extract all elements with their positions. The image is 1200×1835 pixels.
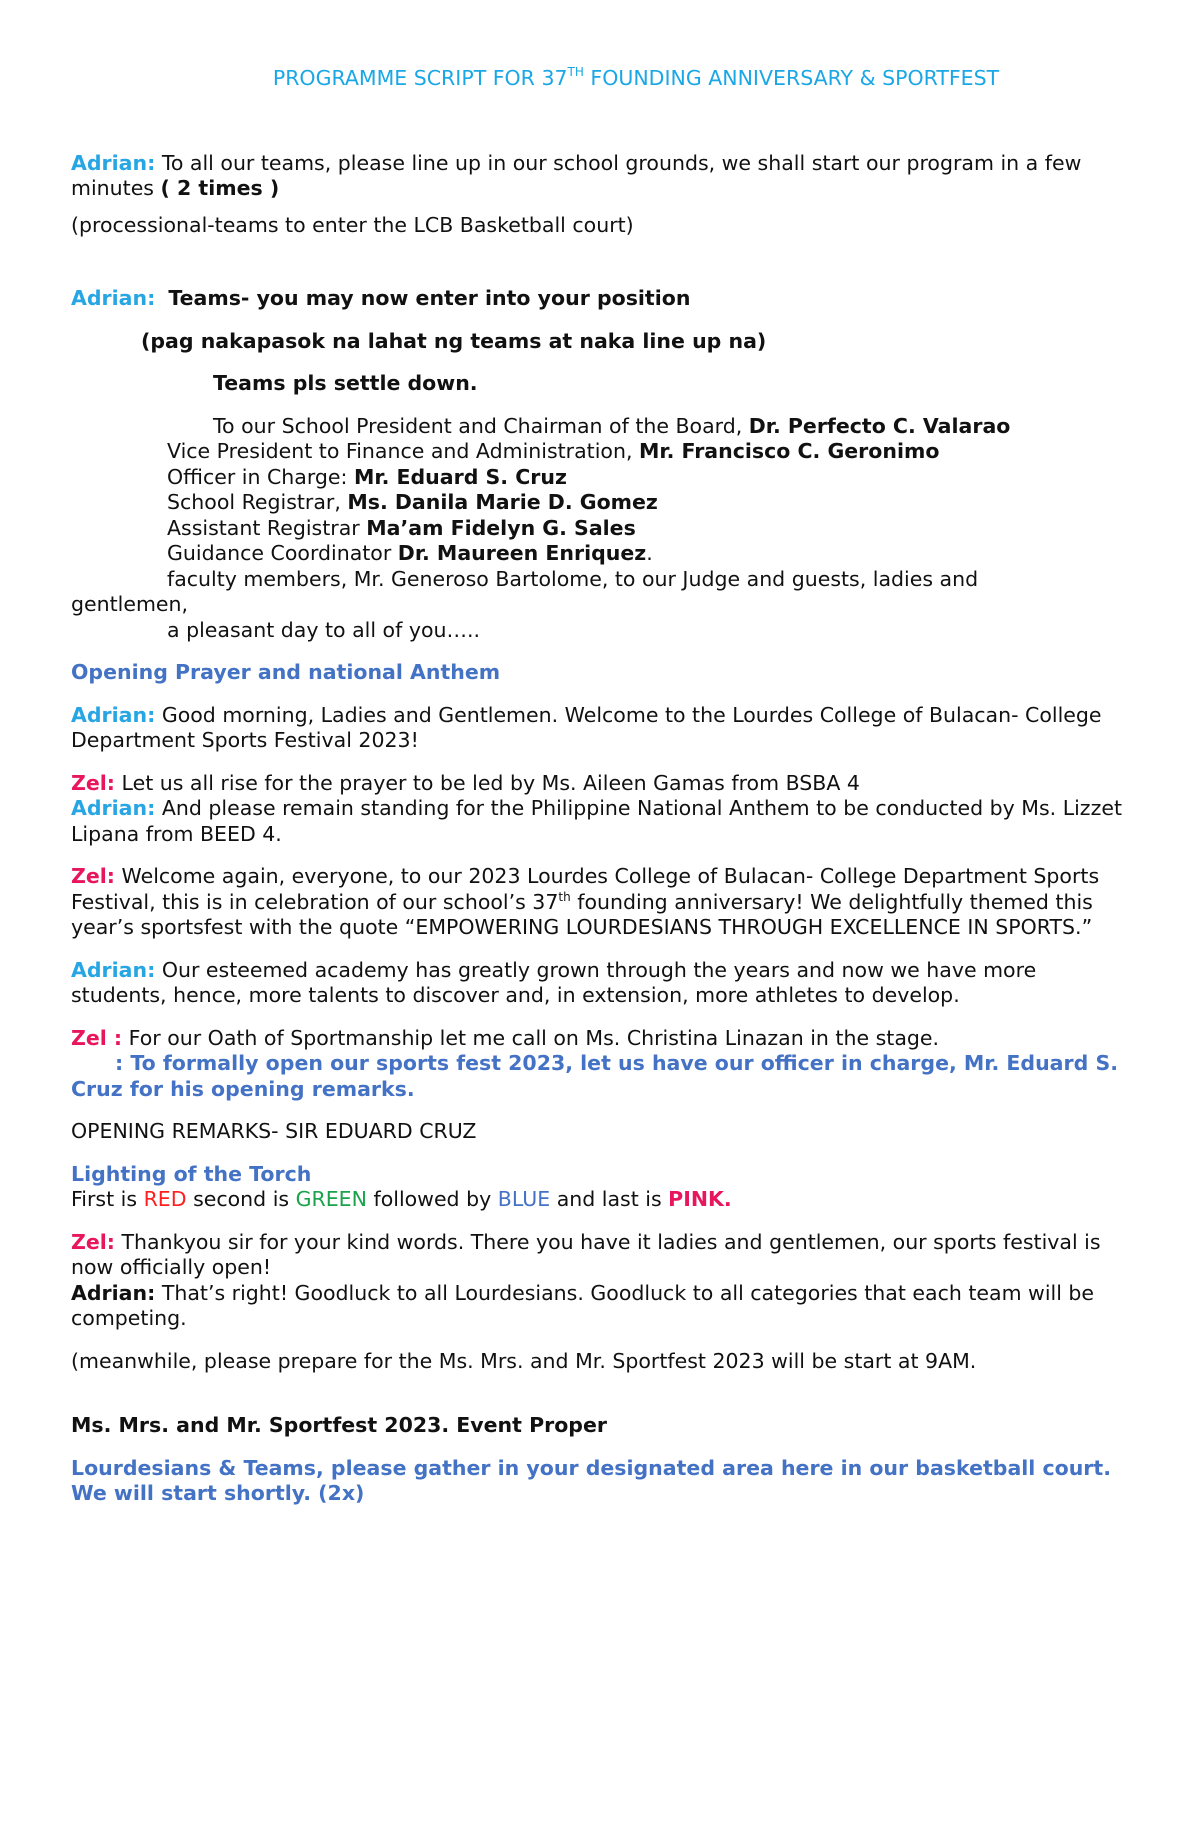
speaker-zel: Zel:	[71, 770, 115, 795]
speaker-zel: Zel:	[71, 1229, 115, 1254]
paragraph-gather: Lourdesians & Teams, please gather in your designated area here in our basketball court. We will start shortly. (2x)	[71, 1455, 1111, 1505]
speaker-adrian: Adrian:	[71, 796, 156, 820]
greeting-line: Guidance Coordinator Dr. Maureen Enriquez.	[167, 541, 653, 565]
speaker-adrian: Adrian:	[71, 957, 156, 982]
paragraph-formal-open: : To formally open our sports fest 2023, let us have our officer in charge, Mr. Eduard S. Cruz for his opening remarks.	[71, 1051, 1118, 1101]
speaker-adrian: Adrian:	[71, 1280, 156, 1305]
paragraph-academy: Adrian: Our esteemed academy has greatly grown through the years and now we have more students, hence, more talents to discover and, in extension, more athletes to develop.	[71, 957, 1037, 1007]
section-heading-event-proper: Ms. Mrs. and Mr. Sportfest 2023. Event Proper	[71, 1413, 607, 1437]
stage-note-meanwhile: (meanwhile, please prepare for the Ms. Mrs. and Mr. Sportfest 2023 will be start at 9AM.	[71, 1348, 977, 1373]
paragraph-settle: Teams pls settle down.	[213, 371, 478, 395]
stage-note-processional: (processional-teams to enter the LCB Basketball court)	[71, 212, 634, 237]
speaker-adrian: Adrian:	[71, 150, 156, 175]
greeting-line: Vice President to Finance and Administration, Mr. Francisco C. Geronimo	[167, 439, 940, 463]
stage-note-lineup: (pag nakapasok na lahat ng teams at naka line up na)	[141, 328, 767, 353]
paragraph-anthem: Adrian: And please remain standing for the Philippine National Anthem to be conducted by Ms. Lizzet Lipana from BEED 4.	[71, 796, 1122, 846]
paragraph-lineup: Adrian: To all our teams, please line up in our school grounds, we shall start our program in a few minutes ( 2 times )	[71, 150, 1082, 200]
section-heading-opening-remarks: OPENING REMARKS- SIR EDUARD CRUZ	[71, 1119, 477, 1143]
paragraph-torch-order: First is RED second is GREEN followed by BLUE and last is PINK.	[71, 1187, 732, 1211]
greeting-line: Officer in Charge: Mr. Eduard S. Cruz	[167, 464, 567, 489]
document-body	[71, 66, 1131, 1507]
page-title: PROGRAMME SCRIPT FOR 37TH FOUNDING ANNIVERSARY & SPORTFEST	[272, 65, 1000, 90]
paragraph-prayer: Zel: Let us all rise for the prayer to be led by Ms. Aileen Gamas from BSBA 4	[71, 770, 860, 795]
paragraph-thankyou: Zel: Thankyou sir for your kind words. There you have it ladies and gentlemen, our sports festival is now officially open!	[71, 1229, 1101, 1279]
paragraph-welcome: Adrian: Good morning, Ladies and Gentlemen. Welcome to the Lourdes College of Bulacan- College Department Sports Festival 2023!	[71, 702, 1102, 752]
paragraph-oath: Zel : For our Oath of Sportmanship let me call on Ms. Christina Linazan in the stage.	[71, 1025, 940, 1050]
speaker-zel: Zel :	[71, 1025, 123, 1050]
paragraph-welcome-again: Zel: Welcome again, everyone, to our 2023 Lourdes College of Bulacan- College Department Sports Festival, this is in celebration of our school’s 37th founding anniversary! We delightfully themed this year’s sportsfest with the quote “EMPOWERING LOURDESIANS THROUGH EXCELLENCE IN SPORTS.”	[71, 864, 1100, 939]
section-heading-torch: Lighting of the Torch	[71, 1161, 312, 1186]
greeting-line: gentlemen,	[71, 592, 189, 616]
greeting-line: Assistant Registrar Ma’am Fidelyn G. Sales	[167, 515, 636, 540]
greeting-line: To our School President and Chairman of the Board, Dr. Perfecto C. Valarao	[213, 413, 1011, 438]
speaker-adrian: Adrian:	[71, 702, 156, 727]
section-heading-prayer: Opening Prayer and national Anthem	[71, 660, 501, 684]
speaker-zel: Zel:	[71, 864, 115, 888]
greeting-line: faculty members, Mr. Generoso Bartolome, to our Judge and guests, ladies and	[167, 566, 979, 591]
paragraph-thats-right: Adrian: That’s right! Goodluck to all Lourdesians. Goodluck to all categories that each team will be competing.	[71, 1280, 1095, 1330]
speaker-adrian: Adrian:	[71, 286, 156, 310]
greeting-line: a pleasant day to all of you…..	[167, 617, 481, 642]
greeting-line: School Registrar, Ms. Danila Marie D. Gomez	[167, 490, 658, 514]
paragraph-enter: Adrian: Teams- you may now enter into your position	[71, 286, 691, 310]
